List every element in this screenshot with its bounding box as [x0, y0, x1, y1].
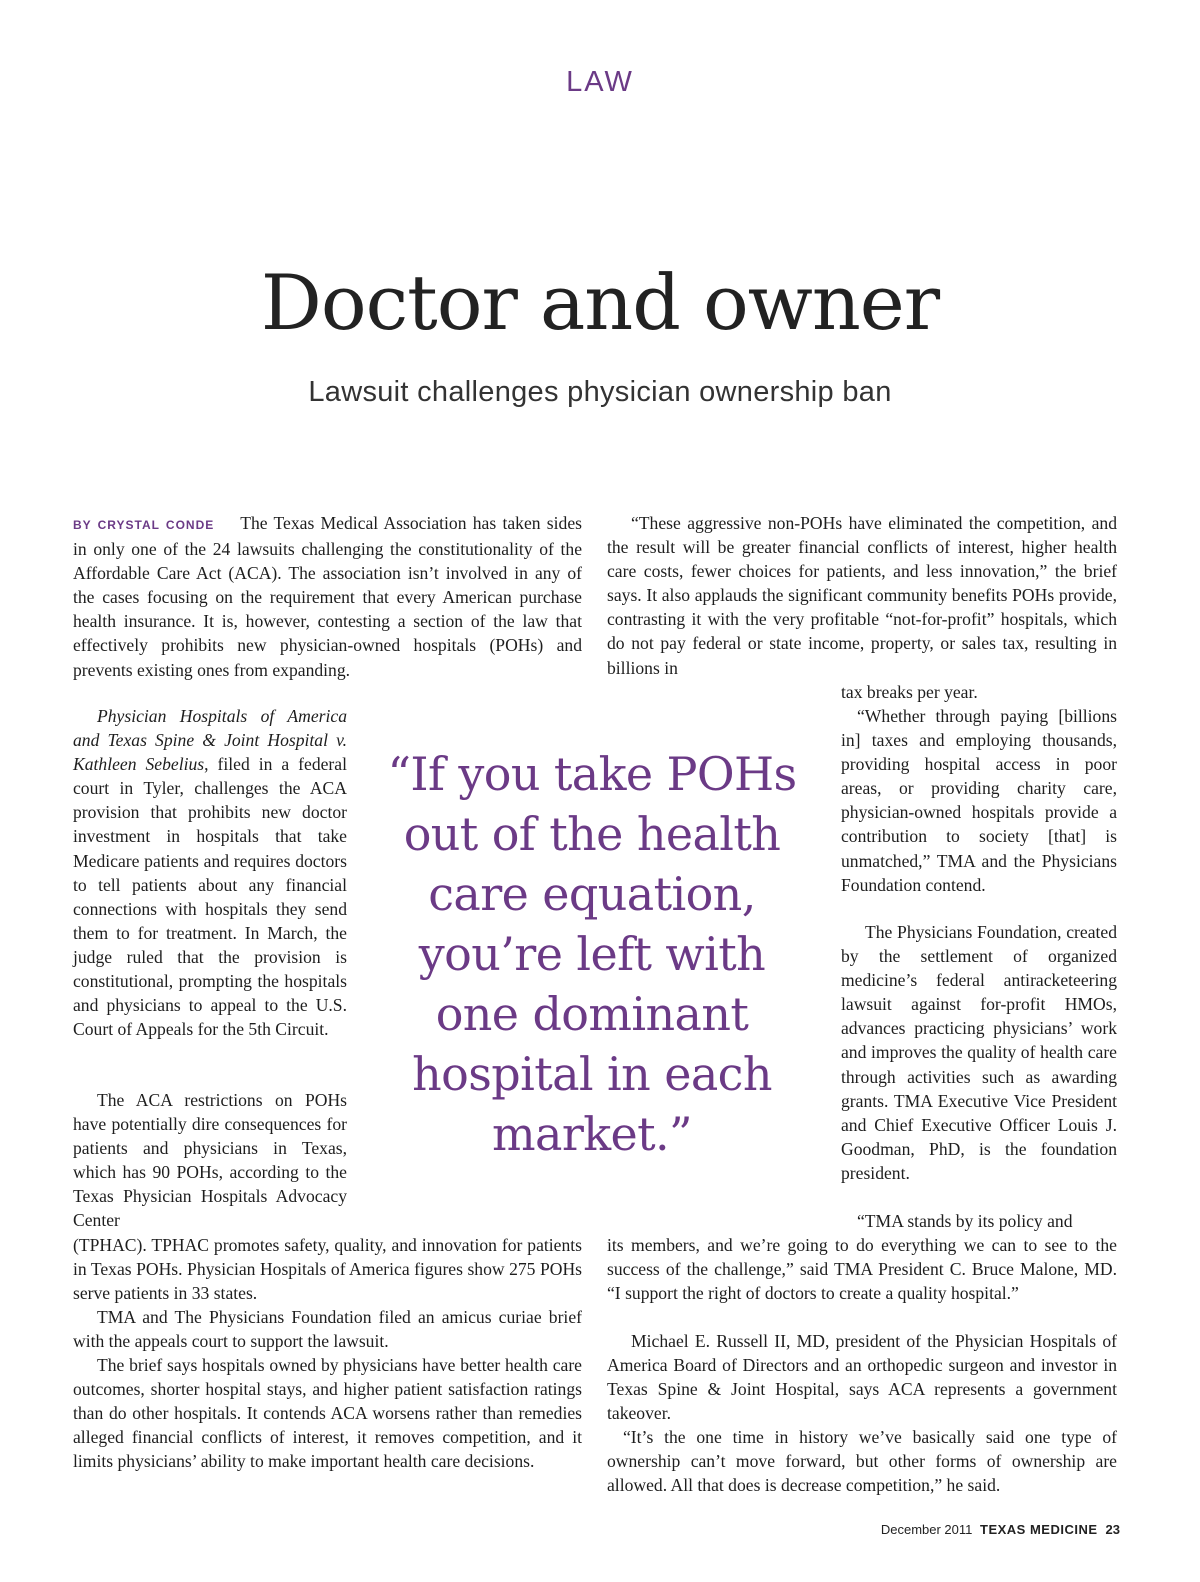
section-label: LAW	[566, 66, 634, 98]
article-headline: Doctor and owner	[260, 258, 940, 347]
paragraph-foundation: The Physicians Foundation, created by the settlement of organized medicine’s federal antiracketeering lawsuit against for-profit HMOs, advances practicing physicians’ work and improves the quality of health care through activities such as awarding grants. TMA Executive Vice President and Chief Executive Officer Louis J. Goodman, PhD, is the foundation president.	[841, 922, 1117, 1183]
paragraph-intro-text: The Texas Medical Association has taken sides in only one of the 24 lawsuits challenging the constitutionality of the Affordable Care Act (ACA). The association isn’t involved in any of the cases focusing on the requirement that every American purchase health insurance. It is, however, contesting a section of the law that effectively prohibits new physician-owned hospitals (POHs) and prevents existing ones from expanding.	[73, 513, 582, 680]
paragraph-case-text: , filed in a federal court in Tyler, challenges the ACA provision that prohibits new doctor investment in hospitals that take Medicare patients and requires doctors to tell patients about any financial connections with hospitals they send them to for treatment. In March, the judge ruled that the provision is constitutional, prompting the hospitals and physicians to appeal to the U.S. Court of Appeals for the 5th Circuit.	[73, 754, 347, 1040]
paragraph-tma-stands: “TMA stands by its policy and	[857, 1211, 1073, 1231]
paragraph-amicus: TMA and The Physicians Foundation filed an amicus curiae brief with the appeals court to support the lawsuit.	[73, 1307, 582, 1352]
paragraph-tphac: (TPHAC). TPHAC promotes safety, quality, and innovation for patients in Texas POHs. Physician Hospitals of America figures show 275 POHs serve patients in 33 states.	[73, 1235, 582, 1304]
issue-date: December 2011	[880, 1522, 973, 1537]
paragraph-tax-breaks: tax breaks per year.	[841, 682, 978, 702]
case-name: Physician Hospitals of America and Texas Spine & Joint Hospital v. Kathleen Sebelius	[73, 706, 347, 775]
page-number: 23	[1105, 1522, 1120, 1537]
paragraph-brief: The brief says hospitals owned by physicians have better health care outcomes, shorter hospital stays, and higher patient satisfaction ratings than do other hospitals. It contends ACA worsens rather than remedies alleged financial conflicts of interest, it removes competition, and it limits physicians’ ability to make important health care decisions.	[73, 1355, 582, 1472]
paragraph-russell: Michael E. Russell II, MD, president of the Physician Hospitals of America Board of Directors and an orthopedic surgeon and investor in Texas Spine & Joint Hospital, says ACA represents a government takeover.	[607, 1331, 1117, 1424]
page-footer	[770, 1522, 1120, 1537]
paragraph-whether: “Whether through paying [billions in] taxes and employing thousands, providing hospital access in poor areas, or providing charity care, physician-owned hospitals provide a contribution to society [that] is unmatched,” TMA and the Physicians Foundation contend.	[841, 706, 1117, 895]
paragraph-case	[73, 704, 347, 1041]
paragraph-intro	[73, 511, 582, 682]
paragraph-aggressive: “These aggressive non-POHs have eliminated the competition, and the result will be greater financial conflicts of interest, higher health care costs, fewer choices for patients, and less innovation,” the brief says. It also applauds the significant community benefits POHs provide, contrasting it with the very profitable “not-for-profit” hospitals, which do not pay federal or state income, property, or sales tax, resulting in billions in	[607, 513, 1117, 678]
paragraph-malone: its members, and we’re going to do everything we can to see to the success of the challenge,” said TMA President C. Bruce Malone, MD. “I support the right of doctors to create a quality hospital.”	[607, 1235, 1117, 1304]
article-subhead: Lawsuit challenges physician ownership ban	[308, 376, 892, 408]
byline: BY CRYSTAL CONDE	[73, 518, 215, 532]
paragraph-restrictions: The ACA restrictions on POHs have potentially dire consequences for patients and physicians in Texas, which has 90 POHs, according to the Texas Physician Hospitals Advocacy Center	[73, 1090, 347, 1231]
paragraph-quote-russell: “It’s the one time in history we’ve basically said one type of ownership can’t move forward, but other forms of ownership are allowed. All that does is decrease competition,” he said.	[607, 1427, 1117, 1496]
pull-quote: “If you take POHs out of the health care equation, you’re left with one dominant hospital in each market.”	[387, 747, 797, 1161]
magazine-name: TEXAS MEDICINE	[980, 1522, 1098, 1537]
